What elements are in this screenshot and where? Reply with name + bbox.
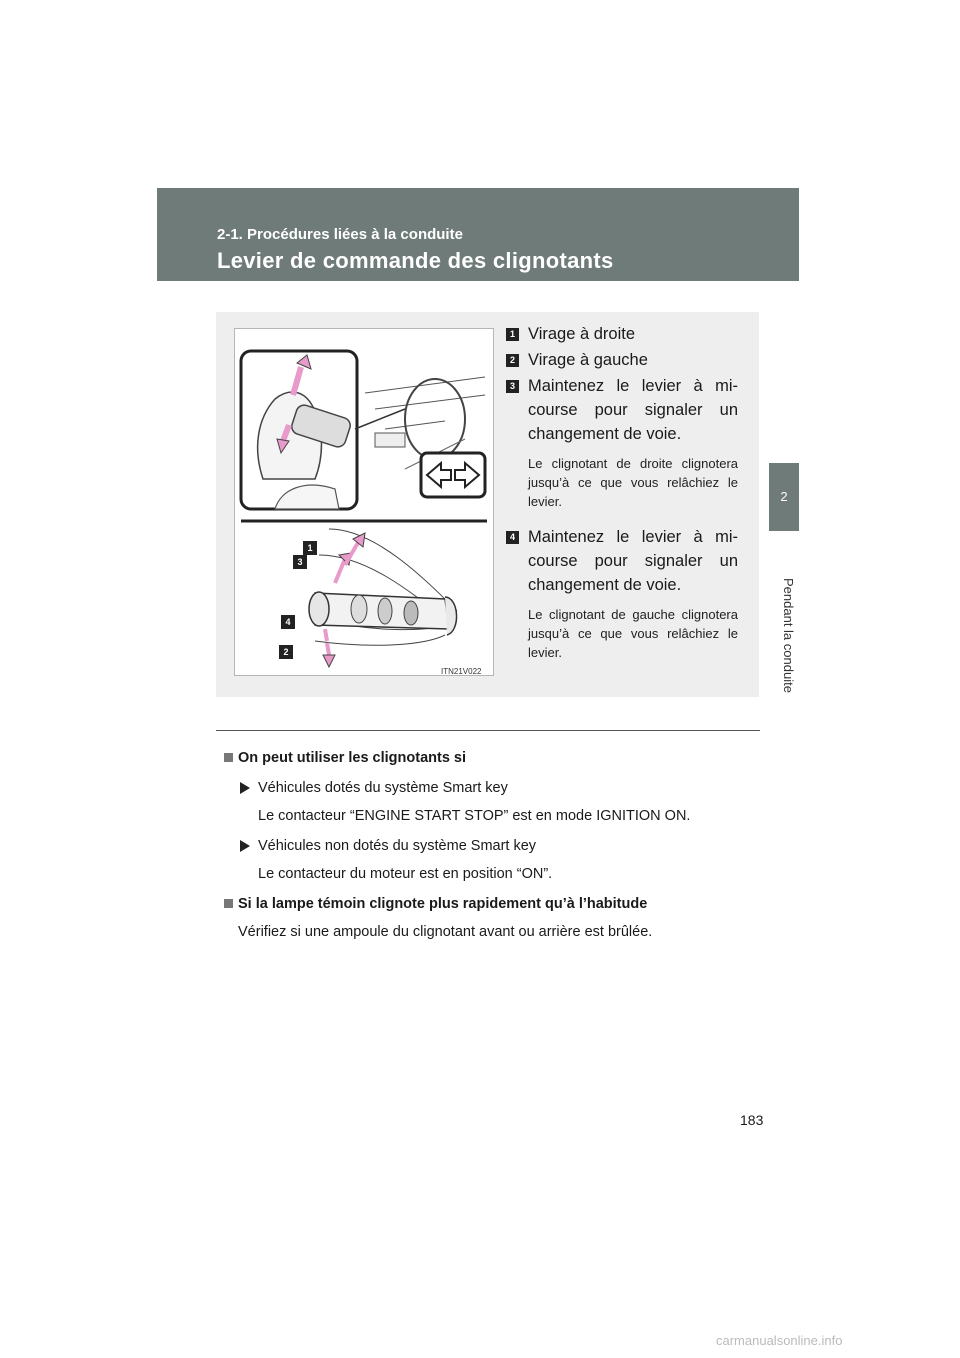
list-item xyxy=(506,322,738,346)
item-text: Virage à droite xyxy=(528,325,636,343)
section-heading: 2-1. Procédures liées à la conduite xyxy=(217,226,463,243)
figure-label-1: 1 xyxy=(303,541,317,555)
item-number: 2 xyxy=(506,354,519,367)
illustration-panel xyxy=(216,312,759,697)
list-item xyxy=(506,374,738,446)
item-text: Maintenez le levier à mi-course pour signaler un changement de voie. xyxy=(528,377,738,443)
note-detail: Le contacteur “ENGINE START STOP” est en mode IGNITION ON. xyxy=(258,808,691,824)
chapter-header xyxy=(157,188,799,281)
note-bullet xyxy=(224,836,764,856)
triangle-bullet-icon xyxy=(240,782,250,794)
note-heading xyxy=(224,894,764,914)
item-number: 3 xyxy=(506,380,519,393)
note-heading-text: On peut utiliser les clignotants si xyxy=(238,750,467,766)
item-text: Maintenez le levier à mi-course pour signaler un changement de voie. xyxy=(528,528,738,594)
item-number: 4 xyxy=(506,531,519,544)
chapter-side-label: Pendant la conduite xyxy=(781,578,796,693)
figure-label-3: 3 xyxy=(293,555,307,569)
footer-watermark: carmanualsonline.info xyxy=(716,1333,843,1348)
square-bullet-icon xyxy=(224,899,233,908)
section-divider xyxy=(216,730,760,731)
instruction-list xyxy=(506,322,738,676)
item-text: Virage à gauche xyxy=(528,351,648,369)
list-item xyxy=(506,348,738,372)
figure-label-2: 2 xyxy=(279,645,293,659)
note-heading-text: Si la lampe témoin clignote plus rapidement qu’à l’habitude xyxy=(238,896,648,912)
note-detail: Le contacteur du moteur est en position “ON”. xyxy=(258,866,553,882)
item-number: 1 xyxy=(506,328,519,341)
chapter-tab: 2 xyxy=(769,463,799,531)
triangle-bullet-icon xyxy=(240,840,250,852)
turn-signal-figure xyxy=(234,328,494,676)
figure-code: ITN21V022 xyxy=(441,667,482,676)
list-item xyxy=(506,525,738,597)
item-note: Le clignotant de gauche clignotera jusqu’à ce que vous relâchiez le levier. xyxy=(528,607,738,660)
note-body: Vérifiez si une ampoule du clignotant avant ou arrière est brûlée. xyxy=(238,924,653,940)
page-title: Levier de commande des clignotants xyxy=(217,248,614,273)
page-number: 183 xyxy=(740,1112,764,1128)
item-note: Le clignotant de droite clignotera jusqu’à ce que vous relâchiez le levier. xyxy=(528,456,738,509)
figure-label-4: 4 xyxy=(281,615,295,629)
note-heading xyxy=(224,748,764,768)
note-bullet-text: Véhicules dotés du système Smart key xyxy=(258,780,508,796)
note-bullet-text: Véhicules non dotés du système Smart key xyxy=(258,838,537,854)
lever-illustration xyxy=(235,329,493,675)
square-bullet-icon xyxy=(224,753,233,762)
notes-section xyxy=(224,748,764,942)
note-bullet xyxy=(224,778,764,798)
